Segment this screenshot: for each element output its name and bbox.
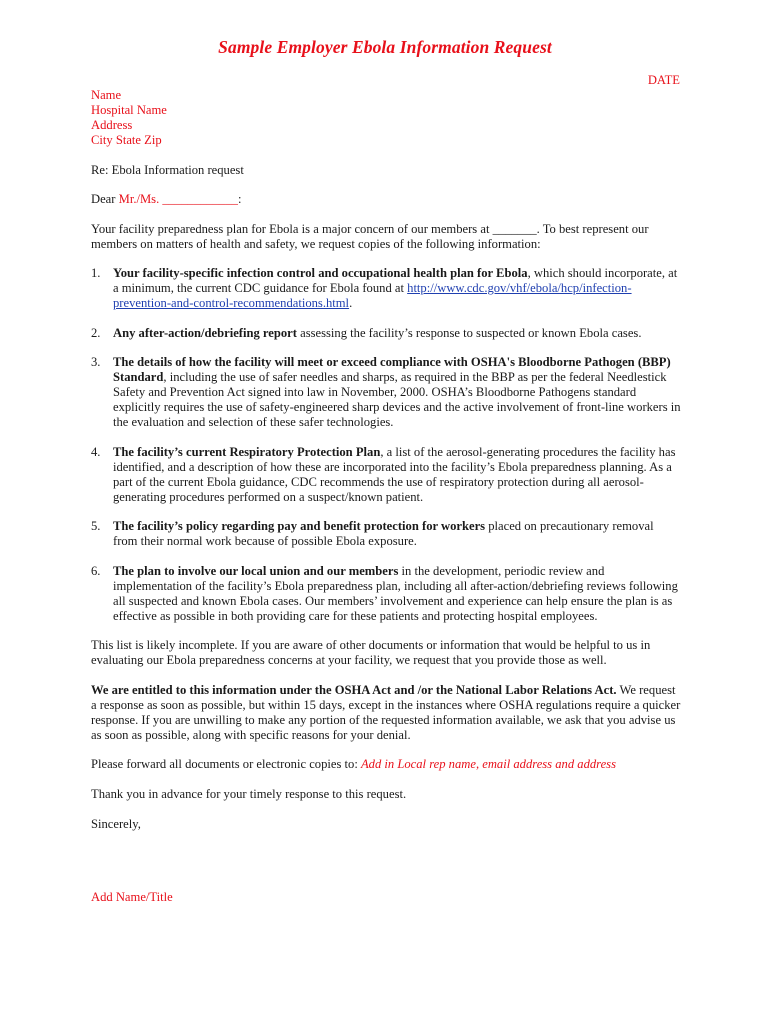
forward-paragraph <box>91 757 681 772</box>
list-item-heading: Any after-action/debriefing report <box>113 326 297 340</box>
list-item-number: 5. <box>91 519 101 533</box>
list-item-body <box>113 326 681 341</box>
list-item <box>91 564 681 624</box>
list-item-number: 1. <box>91 266 101 280</box>
list-item <box>91 445 681 505</box>
list-item <box>91 326 681 341</box>
recipient-hospital: Hospital Name <box>91 103 167 117</box>
list-item-number: 3. <box>91 355 101 369</box>
closing: Sincerely, <box>91 817 141 831</box>
recipient-address <box>91 88 167 148</box>
signature-placeholder: Add Name/Title <box>91 890 173 904</box>
list-item-body <box>113 266 681 311</box>
list-item-text: , a list of the aerosol-generating procedures the facility has identified, and a description of how these are incorporated into the facility’s Ebola preparedness planning. As a part of the current Ebola guidance, CDC recommends the use of respiratory protection during all aerosol-generating procedures performed on a suspect/known patient. <box>113 445 676 504</box>
thanks-paragraph: Thank you in advance for your timely response to this request. <box>91 787 407 801</box>
recipient-street: Address <box>91 118 133 132</box>
list-item-punctuation: . <box>349 296 353 310</box>
forward-text: Please forward all documents or electronic copies to: <box>91 757 361 771</box>
recipient-name: Name <box>91 88 122 102</box>
salutation-suffix: : <box>237 192 242 206</box>
list-item-text: , which should incorporate, at a minimum, the current CDC guidance for Ebola found at <box>113 266 678 295</box>
date-placeholder: DATE <box>647 73 680 87</box>
list-item-body <box>113 564 681 624</box>
salutation <box>91 192 681 207</box>
list-item-heading: The details of how the facility will meet or exceed compliance with OSHA's Bloodborne Pathogen (BBP) Standard <box>113 355 671 384</box>
cdc-guidance-link[interactable]: http://www.cdc.gov/vhf/ebola/hcp/infection-prevention-and-control-recommendations.html <box>113 281 632 310</box>
list-item-number: 2. <box>91 326 101 340</box>
list-item-body <box>113 355 681 430</box>
list-item-body <box>113 519 681 549</box>
intro-paragraph: Your facility preparedness plan for Ebola is a major concern of our members at _______. To best represent our members on matters of health and safety, we request copies of the following information: <box>91 222 649 251</box>
list-item-text: , including the use of safer needles and sharps, as required in the BBP as per the federal Needlestick Safety and Prevention Act signed into law in November, 2000. OSHA’s Bloodborne Pathogens standard explicitly requires the use of safety-engineered sharp devices and the active involvement of front-line workers in the evaluation and selection of these safer technologies. <box>113 370 681 429</box>
list-item-heading: The facility’s policy regarding pay and benefit protection for workers <box>113 519 486 533</box>
list-item <box>91 355 681 430</box>
salutation-prefix: Dear <box>91 192 119 206</box>
entitled-paragraph <box>91 683 681 743</box>
salutation-title: Mr./Ms. ____________ <box>118 192 238 206</box>
list-item-heading: The facility’s current Respiratory Protection Plan <box>113 445 381 459</box>
list-item-text: in the development, periodic review and implementation of the facility’s Ebola preparedness plan, including all after-action/debriefing reviews following all suspected and known Ebola cases. Our members’ involvement and experience can help ensure the plan is as effective as possible in both providing care for these patients and protecting hospital employees. <box>113 564 678 623</box>
list-item-body <box>113 445 681 505</box>
list-item <box>91 519 681 549</box>
incomplete-paragraph: This list is likely incomplete. If you are aware of other documents or information that would be helpful to us in evaluating our Ebola preparedness concerns at your facility, we request that you provide those as well. <box>91 638 651 667</box>
list-item-text: assessing the facility’s response to suspected or known Ebola cases. <box>296 326 642 340</box>
page-title: Sample Employer Ebola Information Request <box>218 37 552 57</box>
list-item-heading: Your facility-specific infection control and occupational health plan for Ebola <box>113 266 528 280</box>
list-item-text: placed on precautionary removal from their normal work because of possible Ebola exposure. <box>113 519 654 548</box>
entitled-heading: We are entitled to this information under the OSHA Act and /or the National Labor Relations Act. <box>91 683 617 697</box>
forward-placeholder: Add in Local rep name, email address and address <box>360 757 616 771</box>
recipient-city: City State Zip <box>91 133 162 147</box>
list-item-number: 6. <box>91 564 101 578</box>
list-item <box>91 266 681 311</box>
re-line: Re: Ebola Information request <box>91 163 244 177</box>
entitled-text: We request a response as soon as possible, but within 15 days, except in the instances where OSHA regulations require a quicker response. If you are unwilling to make any portion of the requested information available, we ask that you advise us as soon as possible, along with specific reasons for your denial. <box>91 683 681 742</box>
list-item-heading: The plan to involve our local union and our members <box>113 564 399 578</box>
list-item-number: 4. <box>91 445 101 459</box>
